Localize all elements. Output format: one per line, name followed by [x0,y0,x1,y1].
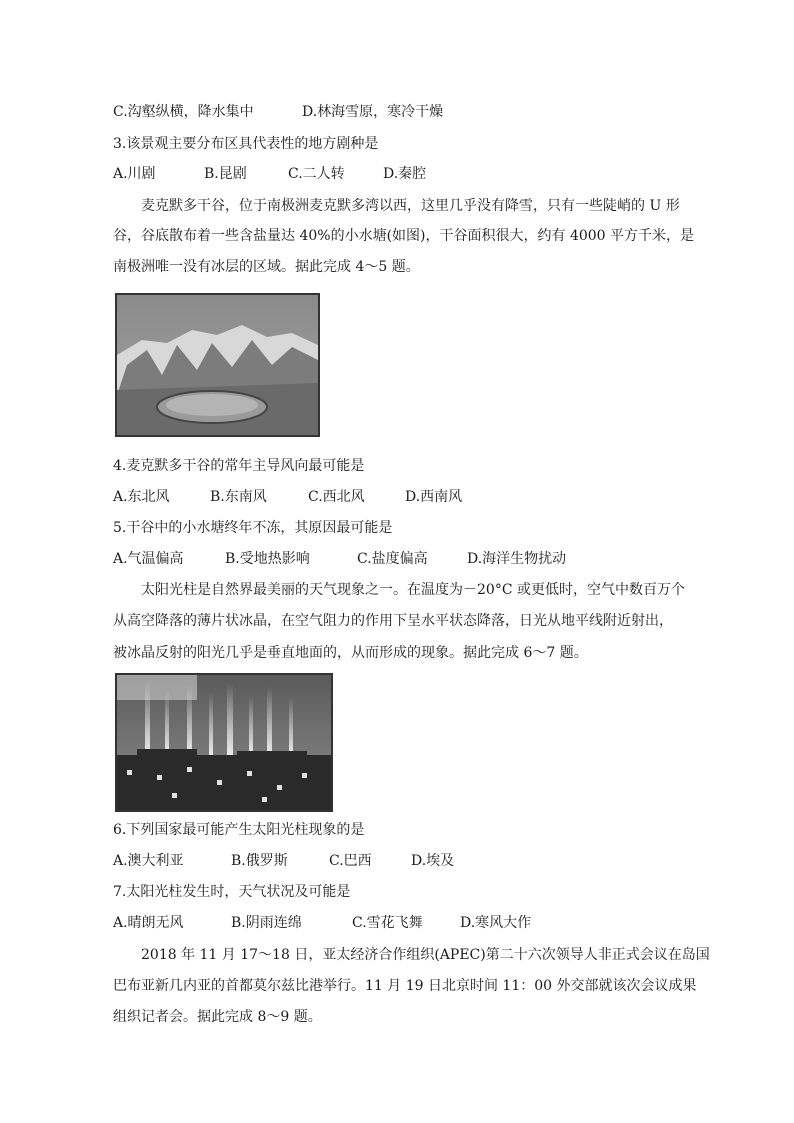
q4-option-b: B.东南风 [210,489,267,505]
q4-stem: 4.麦克默多干谷的常年主导风向最可能是 [113,458,365,474]
passage3-line: 2018 年 11 月 17～18 日，亚太经济合作组织(APEC)第二十六次领导人非正式会议在岛国 [141,947,710,963]
q7-option-d: D.寒风大作 [460,915,532,931]
q2-option-c: C.沟壑纵横，降水集中 [113,104,254,120]
q7-stem: 7.太阳光柱发生时，天气状况及可能是 [113,884,351,900]
q7-option-b: B.阴雨连绵 [231,915,302,931]
passage2-line: 太阳光柱是自然界最美丽的天气现象之一。在温度为－20°C 或更低时，空气中数百万个 [141,582,685,598]
q7-option-c: C.雪花飞舞 [352,915,423,931]
q6-stem: 6.下列国家最可能产生太阳光柱现象的是 [113,822,365,838]
q3-option-d: D.秦腔 [383,166,427,182]
q3-option-b: B.昆剧 [204,166,247,182]
q5-stem: 5.干谷中的小水塘终年不冻，其原因最可能是 [113,520,393,536]
q4-option-d: D.西南风 [405,489,463,505]
q6-option-c: C.巴西 [329,853,372,869]
q5-option-c: C.盐度偏高 [357,551,428,567]
q7-option-a: A.晴朗无风 [113,915,184,931]
q6-option-a: A.澳大利亚 [113,853,184,869]
passage1-line: 南极洲唯一没有冰层的区域。据此完成 4～5 题。 [113,259,420,275]
q5-option-d: D.海洋生物扰动 [467,551,567,567]
dry-valley-photo [115,293,320,437]
q6-option-b: B.俄罗斯 [231,853,288,869]
passage1-line: 麦克默多干谷，位于南极洲麦克默多湾以西，这里几乎没有降雪，只有一些陡峭的 U 形 [141,198,680,214]
q4-option-a: A.东北风 [113,489,170,505]
dry-valley-image [117,295,318,435]
passage3-line: 组织记者会。据此完成 8～9 题。 [113,1009,322,1025]
q2-option-d: D.林海雪原，寒冷干燥 [302,104,444,120]
q3-option-a: A.川剧 [113,166,156,182]
sun-pillar-image [117,675,331,810]
sun-pillar-photo [115,673,333,812]
q5-option-b: B.受地热影响 [225,551,310,567]
passage1-line: 谷，谷底散布着一些含盐量达 40%的小水塘(如图)，干谷面积很大，约有 4000 平方千米，是 [113,228,695,244]
q3-stem: 3.该景观主要分布区具代表性的地方剧种是 [113,136,379,152]
q6-option-d: D.埃及 [411,853,455,869]
q3-option-c: C.二人转 [288,166,345,182]
passage3-line: 巴布亚新几内亚的首都莫尔兹比港举行。11 月 19 日北京时间 11：00 外交部就该次会议成果 [113,978,697,994]
q5-option-a: A.气温偏高 [113,551,184,567]
passage2-line: 被冰晶反射的阳光几乎是垂直地面的，从而形成的现象。据此完成 6～7 题。 [113,645,588,661]
passage2-line: 从高空降落的薄片状冰晶，在空气阻力的作用下呈水平状态降落，日光从地平线附近射出， [113,613,673,629]
q4-option-c: C.西北风 [308,489,365,505]
